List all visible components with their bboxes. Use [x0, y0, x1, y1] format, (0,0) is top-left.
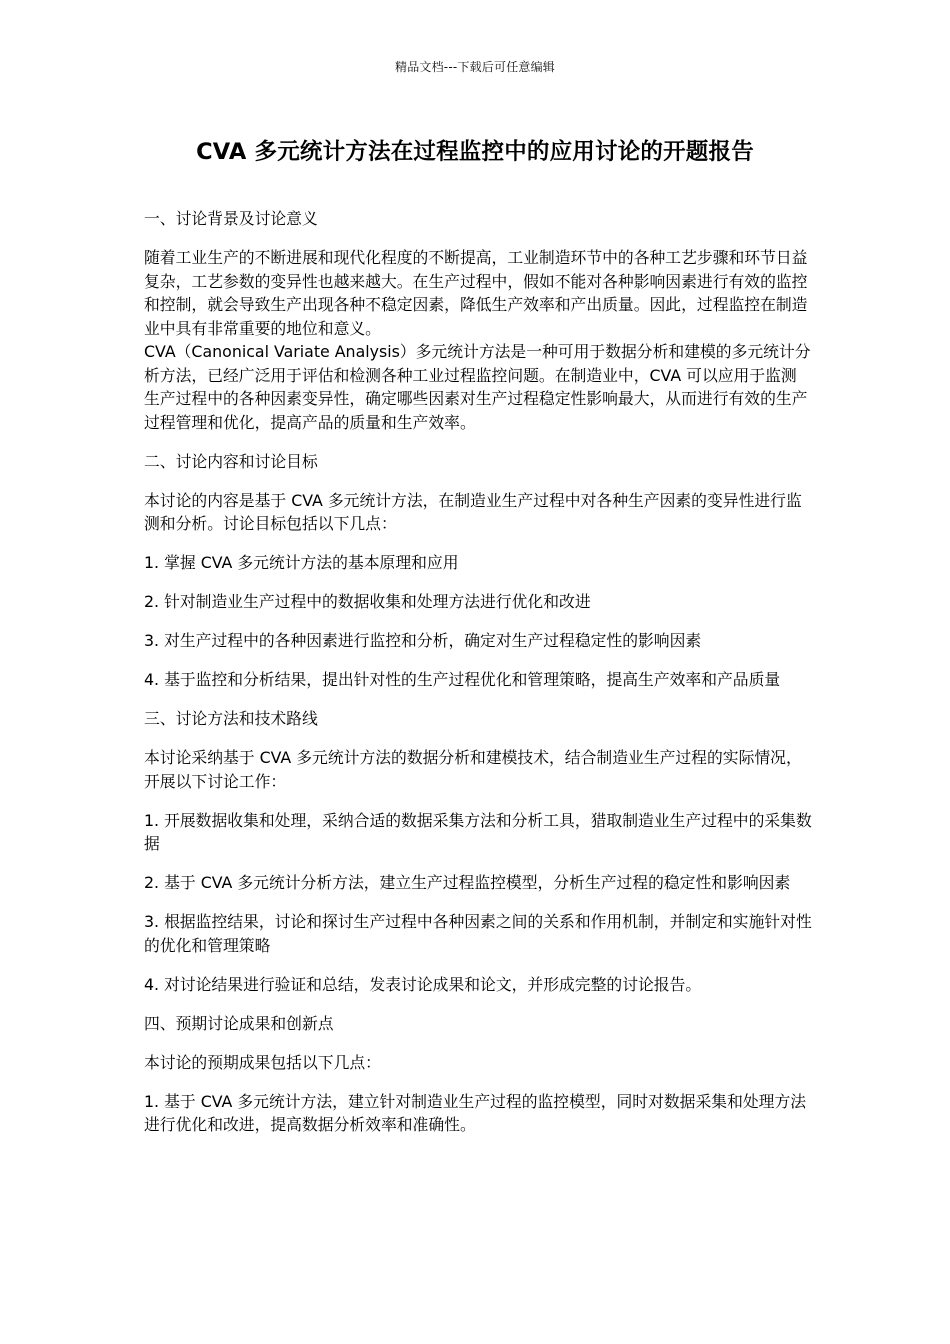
section-4-item-1: 1. 基于 CVA 多元统计方法，建立针对制造业生产过程的监控模型，同时对数据采集和处理方法进行优化和改进，提高数据分析效率和准确性。: [144, 1091, 807, 1134]
section-3-item-3: 3. 根据监控结果，讨论和探讨生产过程中各种因素之间的关系和作用机制，并制定和实施针对性的优化和管理策略: [144, 912, 812, 955]
section-heading-4: 四、预期讨论成果和创新点: [144, 1013, 334, 1033]
section-heading-2: 二、讨论内容和讨论目标: [144, 451, 318, 471]
section-3-item-1: 1. 开展数据收集和处理，采纳合适的数据采集方法和分析工具，猎取制造业生产过程中的采集数据: [144, 810, 812, 853]
section-2-item-3: 3. 对生产过程中的各种因素进行监控和分析，确定对生产过程稳定性的影响因素: [144, 631, 702, 650]
section-2-intro: 本讨论的内容是基于 CVA 多元统计方法，在制造业生产过程中对各种生产因素的变异性进行监测和分析。讨论目标包括以下几点：: [144, 490, 802, 533]
section-1-paragraph-2: CVA（Canonical Variate Analysis）多元统计方法是一种可用于数据分析和建模的多元统计分析方法，已经广泛用于评估和检测各种工业过程监控问题。在制造业中，CVA 可以应用于监测生产过程中的各种因素变异性，确定哪些因素对生产过程稳定性影响最大，从而进行有效的生产过程管理和优化，提高产品的质量和生产效率。: [144, 342, 811, 432]
section-3-item-4: 4. 对讨论结果进行验证和总结，发表讨论成果和论文，并形成完整的讨论报告。: [144, 974, 702, 994]
section-2-item-4: 4. 基于监控和分析结果，提出针对性的生产过程优化和管理策略，提高生产效率和产品质量: [144, 670, 781, 689]
section-2-item-1: 1. 掌握 CVA 多元统计方法的基本原理和应用: [144, 553, 459, 572]
section-2-item-2: 2. 针对制造业生产过程中的数据收集和处理方法进行优化和改进: [144, 592, 591, 611]
section-4-intro: 本讨论的预期成果包括以下几点：: [144, 1052, 381, 1072]
header-note: 精品文档---下载后可任意编辑: [395, 60, 555, 74]
section-3-intro: 本讨论采纳基于 CVA 多元统计方法的数据分析和建模技术，结合制造业生产过程的实际情况，开展以下讨论工作：: [144, 748, 802, 791]
document-title: CVA 多元统计方法在过程监控中的应用讨论的开题报告: [196, 139, 754, 165]
section-3-item-2: 2. 基于 CVA 多元统计分析方法，建立生产过程监控模型，分析生产过程的稳定性和影响因素: [144, 873, 791, 892]
document-body: [144, 207, 812, 1152]
section-1-paragraph-1: 随着工业生产的不断进展和现代化程度的不断提高，工业制造环节中的各种工艺步骤和环节日益复杂，工艺参数的变异性也越来越大。在生产过程中，假如不能对各种影响因素进行有效的监控和控制，就会导致生产出现各种不稳定因素，降低生产效率和产出质量。因此，过程监控在制造业中具有非常重要的地位和意义。: [144, 248, 808, 338]
section-heading-1: 一、讨论背景及讨论意义: [144, 209, 318, 228]
section-heading-3: 三、讨论方法和技术路线: [144, 709, 318, 728]
